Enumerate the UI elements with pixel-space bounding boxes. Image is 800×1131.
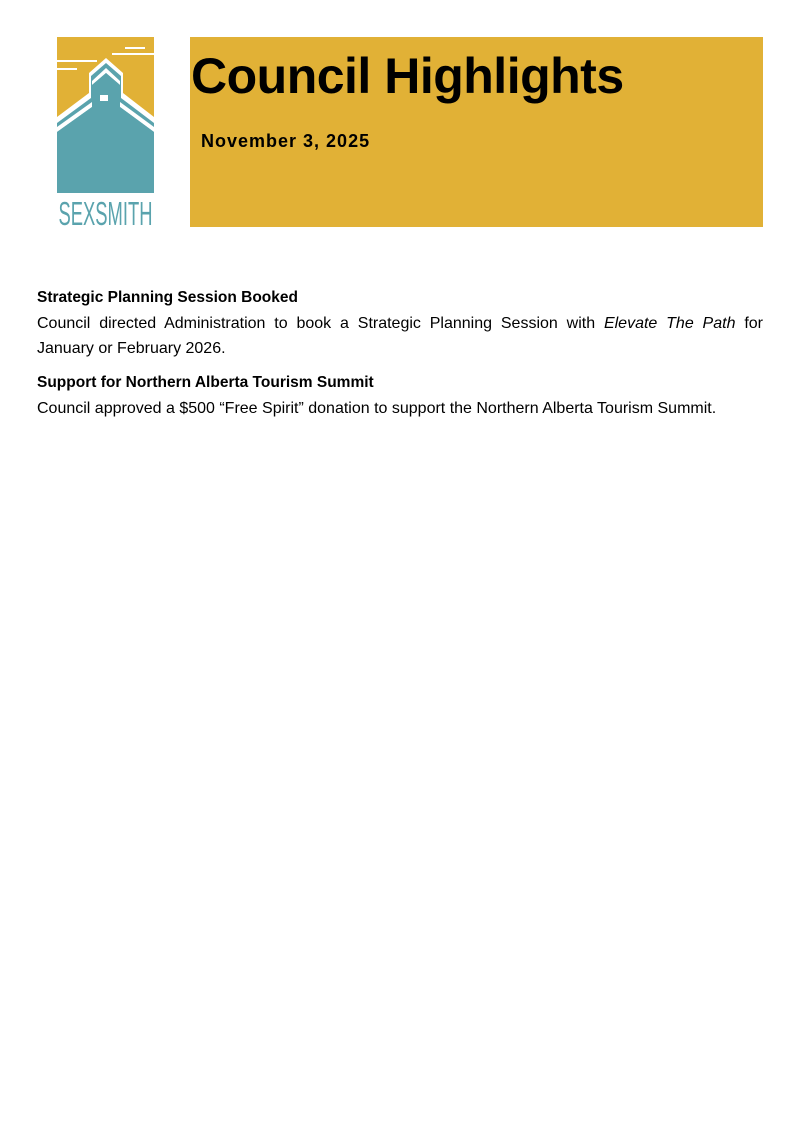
highlight-body bbox=[37, 311, 763, 361]
header-banner bbox=[190, 37, 763, 227]
highlight-item bbox=[37, 288, 763, 361]
highlights-list bbox=[37, 288, 763, 433]
organization-name: Elevate The Path bbox=[603, 315, 736, 332]
highlight-heading: Strategic Planning Session Booked bbox=[37, 289, 298, 306]
logo-text: SEXSMITH bbox=[58, 195, 153, 232]
highlight-body: Council approved a $500 “Free Spirit” donation to support the Northern Alberta Tourism Summit. bbox=[37, 400, 717, 417]
page-title: Council Highlights bbox=[191, 48, 624, 104]
body-text: Council directed Administration to book a Strategic Planning Session with bbox=[37, 315, 604, 332]
highlight-item bbox=[37, 373, 763, 421]
body-text: for January or February 2026. bbox=[37, 315, 763, 357]
meeting-date: November 3, 2025 bbox=[201, 131, 371, 151]
sexsmith-logo bbox=[57, 37, 154, 232]
highlight-heading: Support for Northern Alberta Tourism Summit bbox=[37, 374, 374, 391]
